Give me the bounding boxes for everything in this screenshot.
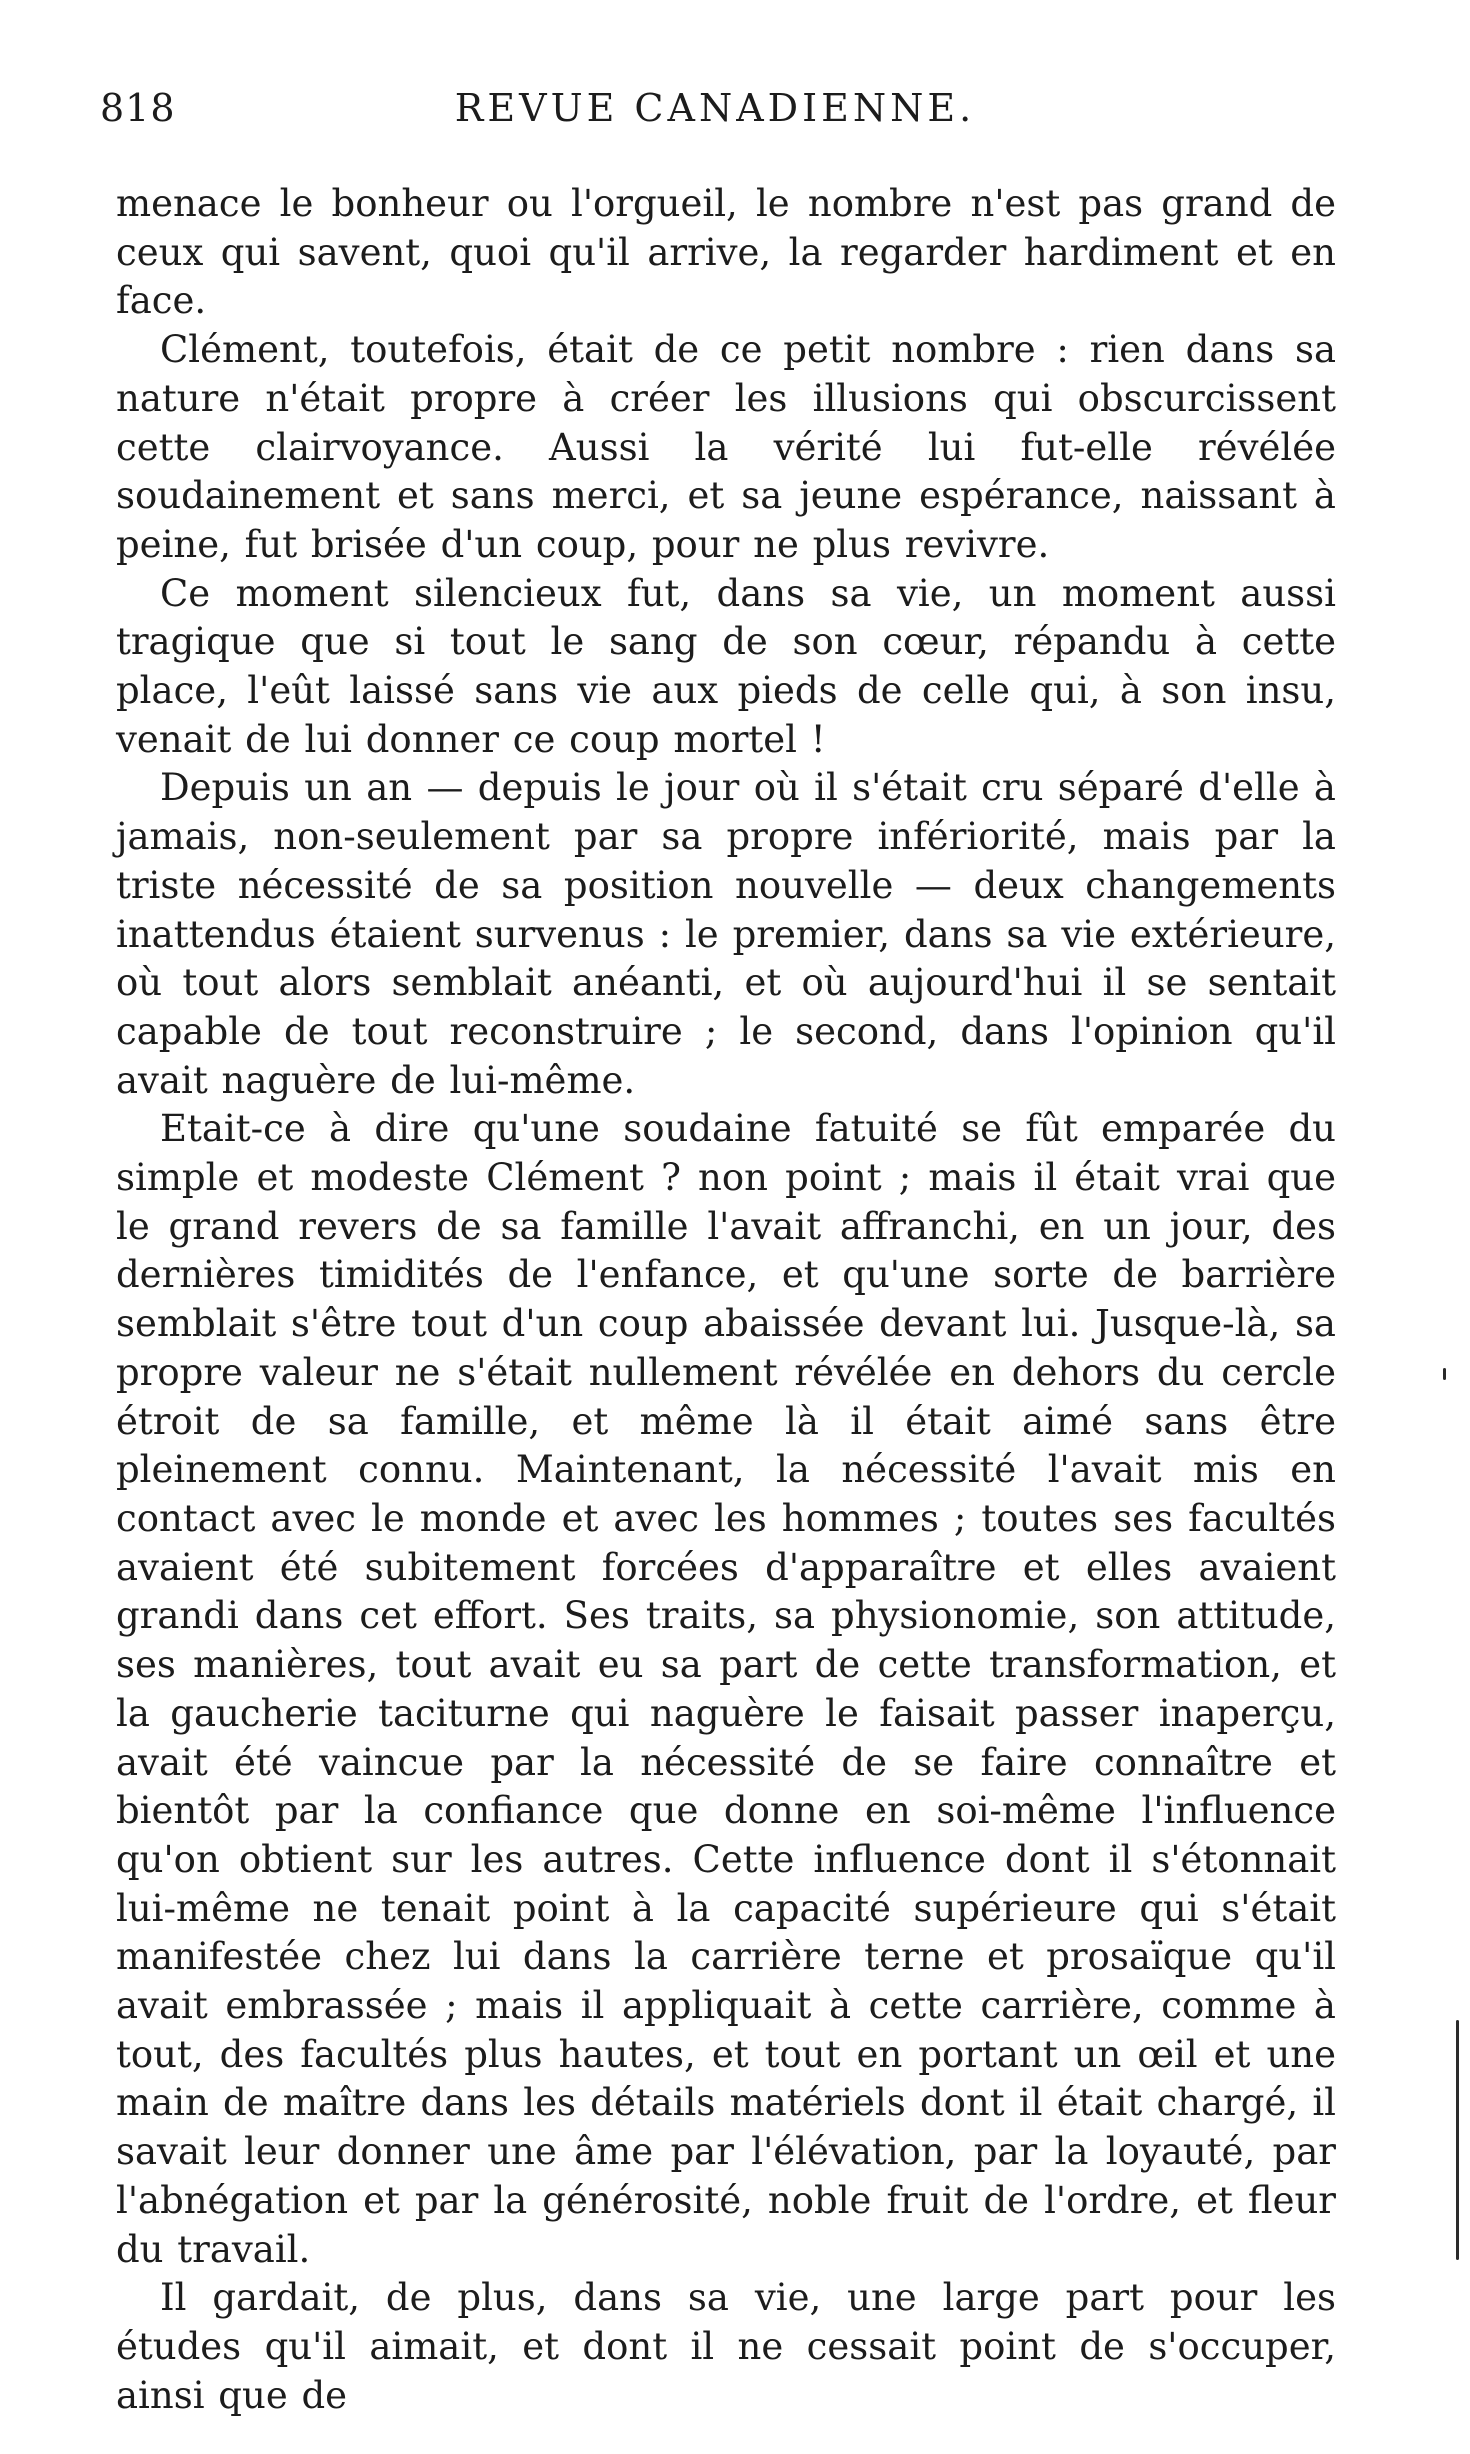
paragraph-clement-clairvoyance: Clément, toutefois, était de ce petit nombre : rien dans sa nature n'était propre à créer les illusions qui obscurcissent cette clairvoyance. Aussi la vérité lui fut-elle révélée soudainement et sans merci, et sa jeune espérance, naissant à peine, fut brisée d'un coup, pour ne plus revivre.: [116, 328, 1336, 566]
paragraph-il-gardait: Il gardait, de plus, dans sa vie, une large part pour les études qu'il aimait, et dont il ne cessait point de s'occuper, ainsi que de: [116, 2276, 1336, 2417]
paragraph-etait-ce-a-dire: Etait-ce à dire qu'une soudaine fatuité se fût emparée du simple et modeste Clément ? non point ; mais il était vrai que le grand revers de sa famille l'avait affranchi, en un jour, des dernières timidités de l'enfance, et qu'une sorte de barrière semblait s'être tout d'un coup abaissée devant lui. Jusque-là, sa propre valeur ne s'était nullement révélée en dehors du cercle étroit de sa famille, et même là il était aimé sans être pleinement connu. Maintenant, la nécessité l'avait mis en contact avec le monde et avec les hommes ; toutes ses facultés avaient été subitement forcées d'apparaître et elles avaient grandi dans cet effort. Ses traits, sa physionomie, son attitude, ses manières, tout avait eu sa part de cette transformation, et la gaucherie taciturne qui naguère le faisait passer inaperçu, avait été vaincue par la nécessité de se faire connaître et bientôt par la confiance que donne en soi-même l'influence qu'on obtient sur les autres. Cette influence dont il s'étonnait lui-même ne tenait point à la capacité supérieure qui s'était manifestée chez lui dans la carrière terne et prosaïque qu'il avait embrassée ; mais il appliquait à cette carrière, comme à tout, des facultés plus hautes, et tout en portant un œil et une main de maître dans les détails matériels dont il était chargé, il savait leur donner une âme par l'élévation, par la loyauté, par l'abnégation et par la générosité, noble fruit de l'ordre, et fleur du travail.: [116, 1107, 1336, 2271]
paragraph-continuation: menace le bonheur ou l'orgueil, le nombre n'est pas grand de ceux qui savent, quoi qu'il arrive, la regarder hardiment et en face.: [116, 182, 1336, 323]
page-number: 818: [100, 86, 176, 130]
margin-speck: [1443, 1368, 1446, 1380]
body-text: [116, 180, 1336, 2420]
journal-title: REVUE CANADIENNE.: [454, 86, 976, 130]
margin-speck: [1456, 2020, 1459, 2260]
paragraph-depuis-un-an: Depuis un an — depuis le jour où il s'était cru séparé d'elle à jamais, non-seulement par sa propre infériorité, mais par la triste nécessité de sa position nouvelle — deux changements inattendus étaient survenus : le premier, dans sa vie extérieure, où tout alors semblait anéanti, et où aujourd'hui il se sentait capable de tout reconstruire ; le second, dans l'opinion qu'il avait naguère de lui-même.: [116, 766, 1336, 1102]
running-head: [100, 86, 1330, 146]
paragraph-moment-tragique: Ce moment silencieux fut, dans sa vie, un moment aussi tragique que si tout le sang de son cœur, répandu à cette place, l'eût laissé sans vie aux pieds de celle qui, à son insu, venait de lui donner ce coup mortel !: [116, 571, 1336, 761]
